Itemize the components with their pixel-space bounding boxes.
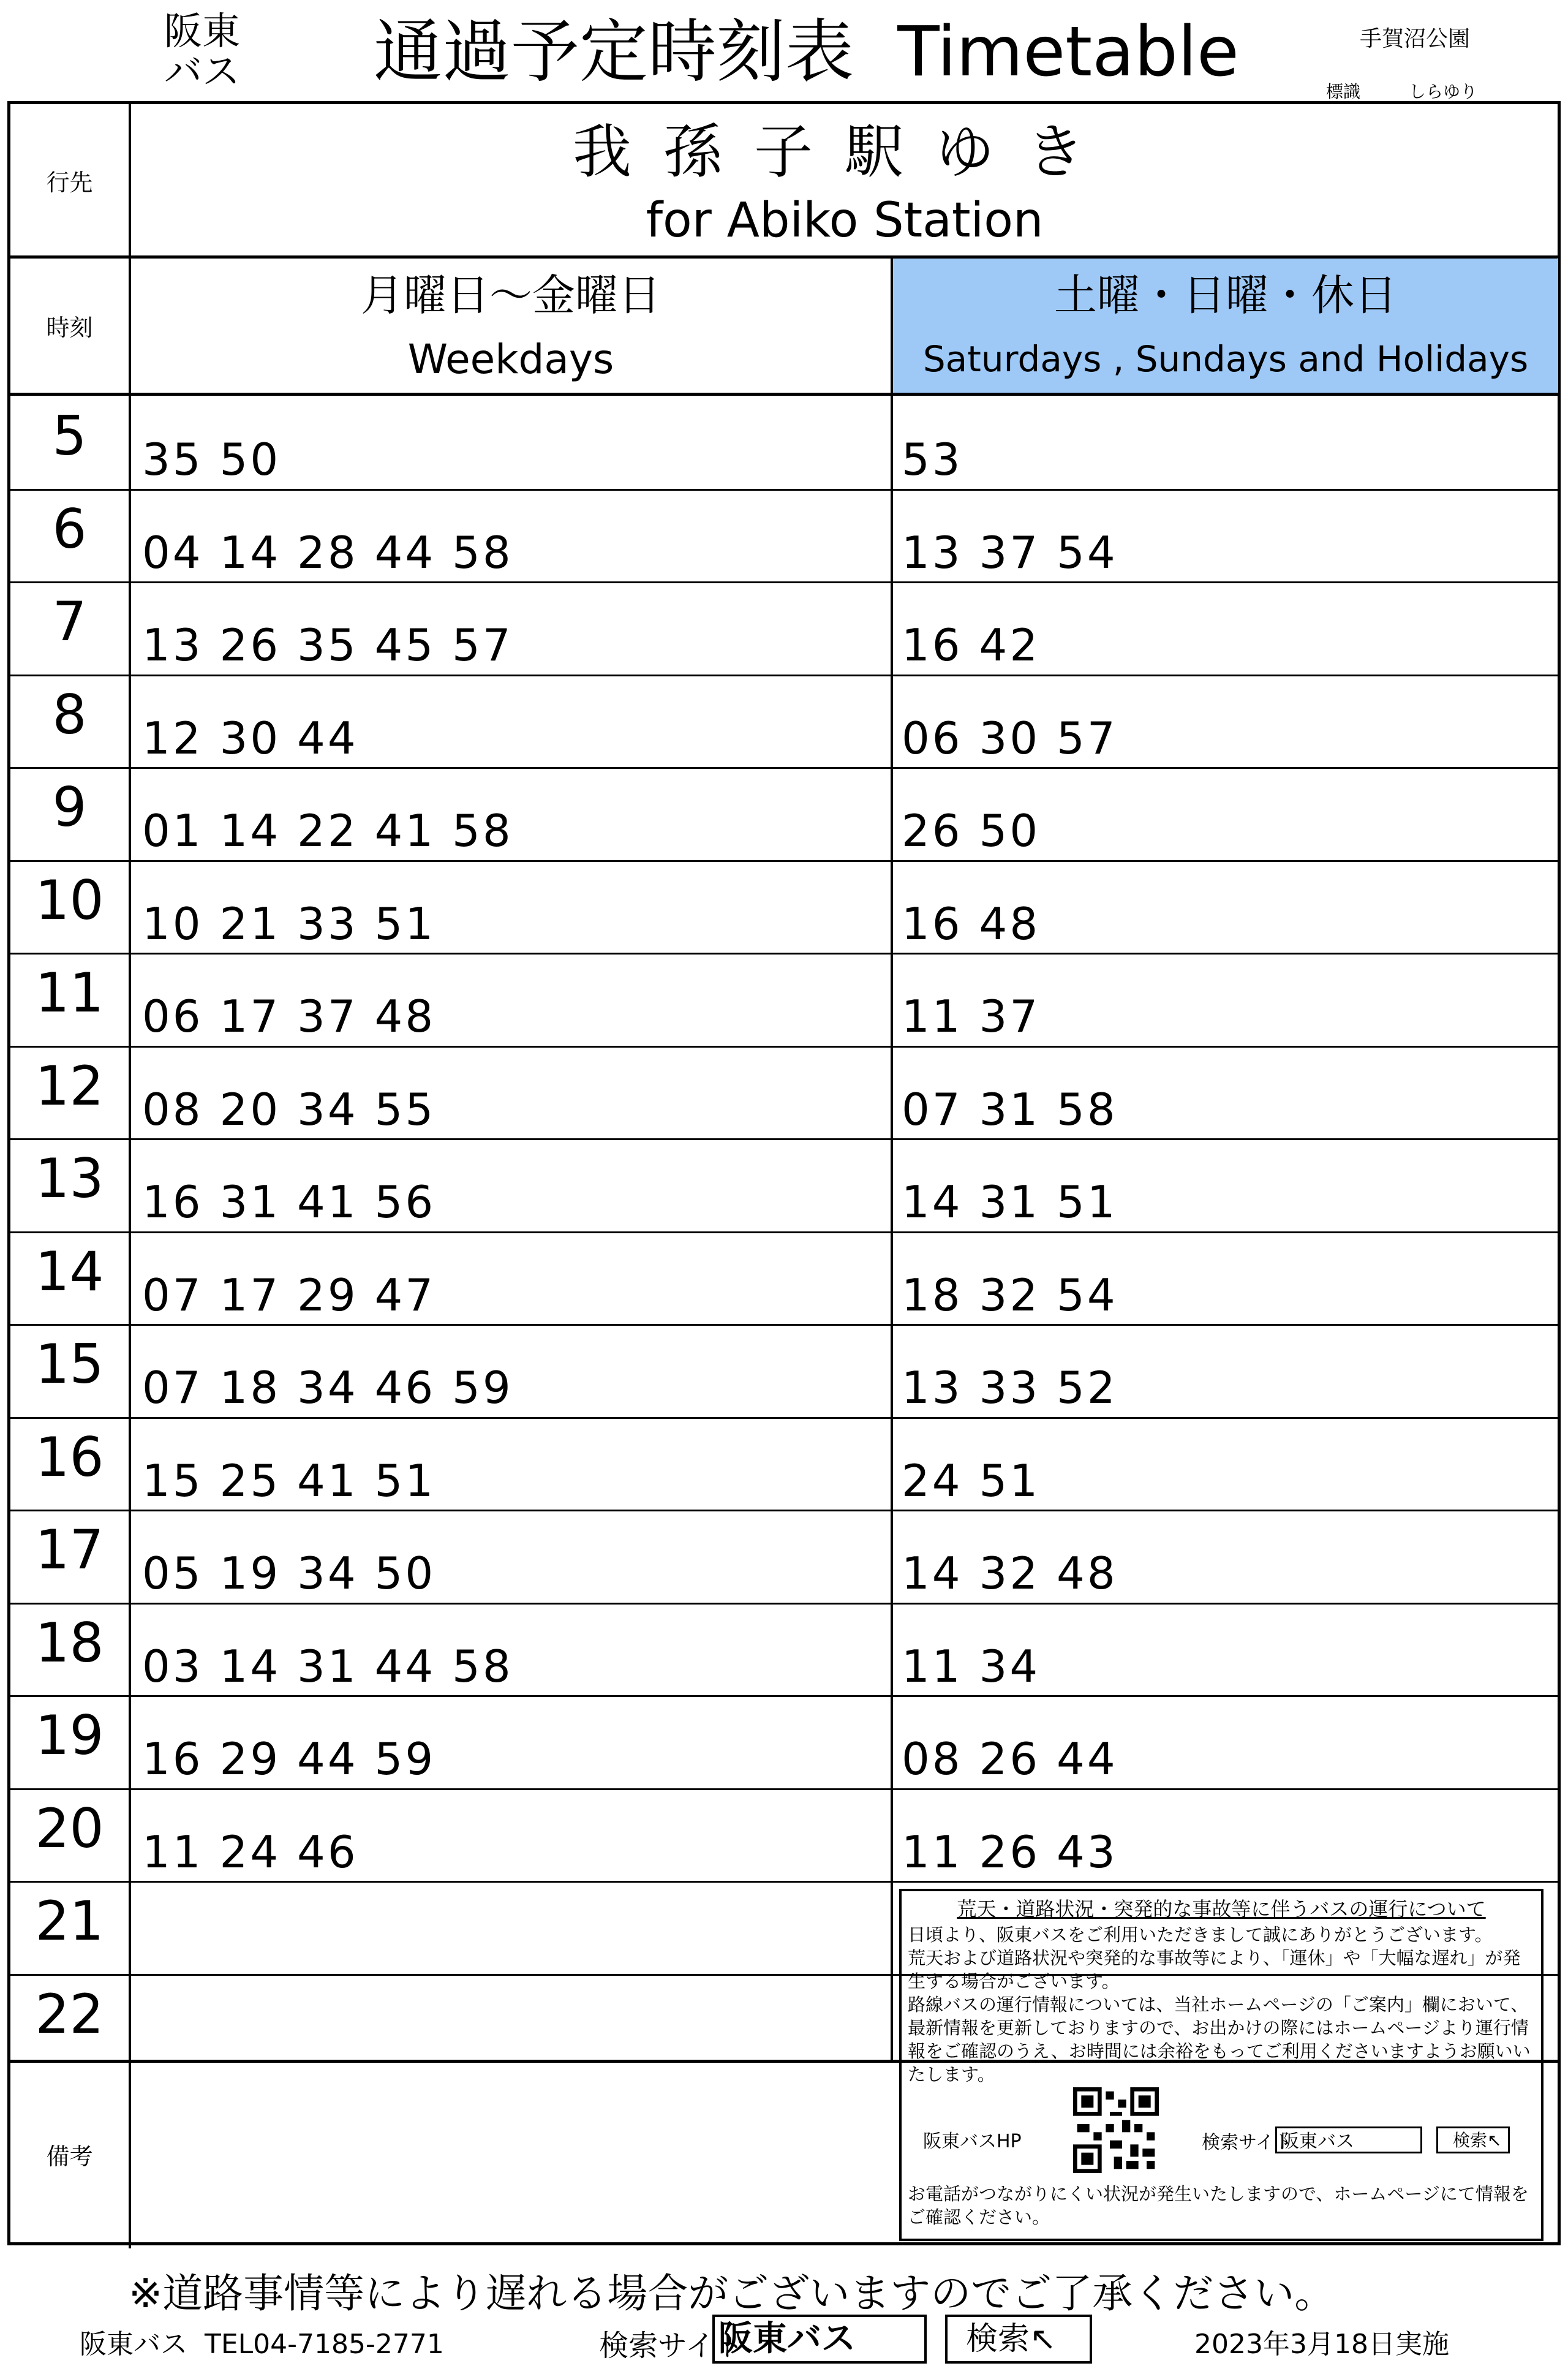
brand-logo-text: 阪東 バス: [164, 9, 240, 94]
stop-name: 手賀沼公園: [1359, 26, 1470, 51]
weekend-minutes: 14 32 48: [902, 1548, 1118, 1599]
cursor-arrow-icon: ↖: [1487, 2130, 1502, 2150]
weekday-minutes: 01 14 22 41 58: [142, 805, 513, 856]
weekday-minutes: 08 20 34 55: [142, 1083, 436, 1135]
hour-cell: 8: [52, 682, 87, 746]
hour-cell: 11: [35, 961, 104, 1025]
hour-cell: 19: [35, 1704, 104, 1767]
weekdays-header-en: Weekdays: [407, 335, 614, 383]
weekend-minutes: 24 51: [902, 1454, 1041, 1506]
weekend-minutes: 11 26 43: [902, 1826, 1118, 1878]
weekday-minutes: 03 14 31 44 58: [142, 1640, 513, 1692]
weekend-minutes: 06 30 57: [902, 712, 1118, 764]
notice-footer: お電話がつながりにくい状況が発生いたしますので、ホームページにて情報をご確認ください。: [908, 2183, 1529, 2228]
notice-search-button-label: 検索: [1453, 2130, 1488, 2150]
qr-code-icon[interactable]: [1073, 2087, 1159, 2173]
weekday-minutes: 15 25 41 51: [142, 1454, 436, 1506]
weekday-minutes: [142, 1919, 883, 1968]
weekend-minutes: 16 42: [902, 619, 1041, 671]
effective-date: 2023年3月18日実施: [1194, 2329, 1449, 2360]
hour-cell: 13: [35, 1147, 104, 1211]
weekday-minutes: 05 19 34 50: [142, 1548, 436, 1599]
time-label: 時刻: [46, 314, 93, 341]
footer-search-field: 阪東バス: [712, 2315, 927, 2364]
sign-value: しらゆり: [1409, 81, 1478, 102]
weekend-minutes: 13 37 54: [902, 526, 1118, 578]
weekday-minutes: 35 50: [142, 434, 281, 485]
hour-cell: 9: [52, 776, 87, 839]
weekdays-header-jp: 月曜日～金曜日: [361, 270, 661, 320]
weekday-minutes: 06 17 37 48: [142, 991, 436, 1042]
page-title: 通過予定時刻表 Timetable: [374, 12, 1239, 92]
operation-notice: [899, 1889, 1544, 2241]
weekday-minutes: 11 24 46: [142, 1826, 358, 1878]
destination-label: 行先: [46, 168, 93, 196]
weekend-minutes: 14 31 51: [902, 1176, 1118, 1228]
weekend-header-en: Saturdays , Sundays and Holidays: [922, 338, 1529, 380]
weekend-minutes: 53: [902, 434, 963, 485]
footer-search-button: [945, 2315, 1092, 2364]
sign-label: 標識: [1326, 81, 1361, 102]
hour-cell: 15: [35, 1333, 104, 1396]
footer-search-label: 検索サイト: [599, 2329, 744, 2363]
footer-search-button-label: 検索: [966, 2321, 1030, 2357]
delay-footnote: ※道路事情等により遅れる場合がございますのでご了承ください。: [129, 2270, 1335, 2317]
hour-cell: 5: [52, 404, 87, 468]
weekday-minutes: 10 21 33 51: [142, 898, 436, 950]
weekend-header: [893, 258, 1558, 393]
hour-cell: 7: [52, 590, 87, 654]
notice-paragraph-3: 路線バスの運行情報については、当社ホームページの「ご案内」欄において、最新情報を更新しておりますので、お出かけの際にはホームページより運行情報をご確認のうえ、お時間には余裕をもってご利用くださいますようお願いいたします。: [908, 1994, 1531, 2085]
company-phone: 阪東バス TEL04-7185-2771: [80, 2329, 444, 2360]
hour-cell: 6: [52, 497, 87, 561]
weekend-minutes: 13 33 52: [902, 1362, 1118, 1413]
notice-paragraph-1: 日頃より、阪東バスをご利用いただきまして誠にありがとうございます。: [908, 1924, 1493, 1945]
weekday-minutes: 07 18 34 46 59: [142, 1362, 513, 1413]
weekday-minutes: 13 26 35 45 57: [142, 619, 513, 671]
notice-title: 荒天・道路状況・突発的な事故等に伴うバスの運行について: [957, 1897, 1486, 1921]
hour-cell: 17: [35, 1518, 104, 1582]
notes-label: 備考: [46, 2142, 93, 2170]
weekday-minutes: 16 29 44 59: [142, 1733, 436, 1785]
cursor-arrow-icon: ↖: [1030, 2321, 1057, 2357]
hour-cell: 18: [35, 1611, 104, 1674]
weekday-minutes: 04 14 28 44 58: [142, 526, 513, 578]
notice-search-button: [1436, 2126, 1510, 2153]
weekday-minutes: 12 30 44: [142, 712, 358, 764]
weekdays-header: [131, 258, 891, 393]
hour-cell: 10: [35, 868, 104, 932]
weekend-minutes: 08 26 44: [902, 1733, 1118, 1785]
weekend-minutes: 11 37: [902, 991, 1041, 1042]
homepage-label: 阪東バスHP: [923, 2131, 1022, 2152]
weekday-minutes: [142, 2012, 883, 2061]
hour-cell: 21: [35, 1889, 104, 1953]
notice-search-field: 阪東バス: [1275, 2126, 1422, 2153]
hour-cell: 16: [35, 1425, 104, 1489]
weekend-minutes: 26 50: [902, 805, 1041, 856]
weekday-minutes: 16 31 41 56: [142, 1176, 436, 1228]
destination-en: for Abiko Station: [646, 193, 1044, 248]
weekday-minutes: 07 17 29 47: [142, 1269, 436, 1321]
destination-jp: 我孫子駅ゆき: [573, 117, 1117, 186]
hour-cell: 12: [35, 1054, 104, 1117]
weekend-minutes: 16 48: [902, 898, 1041, 950]
notice-paragraph-2: 荒天および道路状況や突発的な事故等により、「運休」や「大幅な遅れ」が発生する場合がございます。: [908, 1948, 1521, 1992]
hour-cell: 20: [35, 1796, 104, 1860]
weekend-minutes: 07 31 58: [902, 1083, 1118, 1135]
hour-cell: 22: [35, 1982, 104, 2046]
weekend-header-jp: 土曜・日曜・休日: [1054, 270, 1397, 320]
notice-search-label: 検索サイト: [1202, 2132, 1292, 2153]
hour-cell: 14: [35, 1239, 104, 1303]
weekend-minutes: 11 34: [902, 1640, 1041, 1692]
weekend-minutes: 18 32 54: [902, 1269, 1118, 1321]
